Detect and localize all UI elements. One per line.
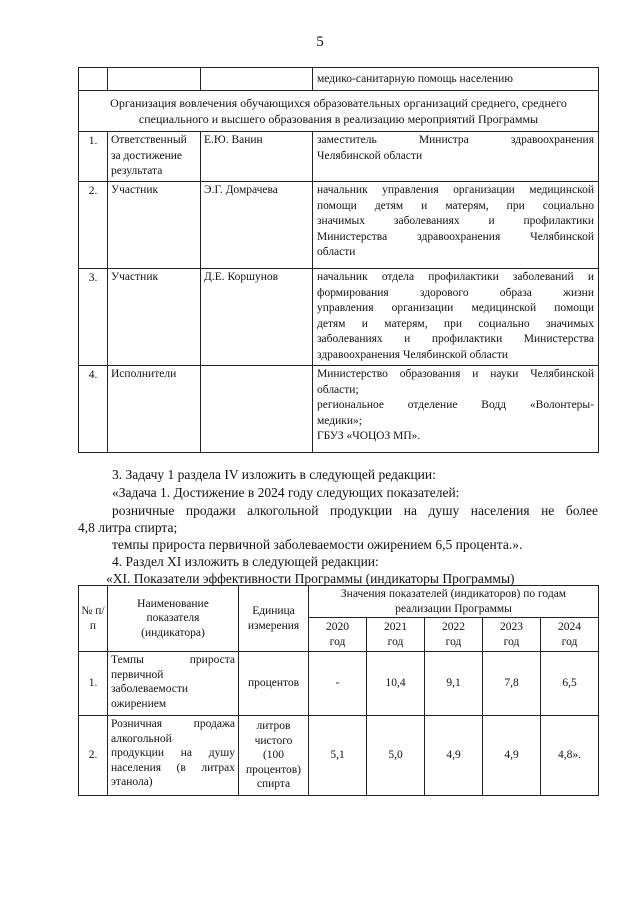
- row-number: 3.: [79, 269, 108, 366]
- paragraph-section-change: 4. Раздел XI изложить в следующей редакции:: [112, 554, 379, 569]
- table-row: [79, 182, 599, 269]
- row-value: 7,8: [483, 652, 541, 716]
- header-number: № п/п: [79, 586, 108, 652]
- row-value: 4,9: [483, 716, 541, 796]
- table-row: [79, 68, 599, 91]
- table-row: [79, 366, 599, 453]
- paragraph-indicator-alcohol: розничные продажи алкогольной продукции на душу населения не более: [112, 503, 598, 518]
- row-value: 10,4: [367, 652, 425, 716]
- header-year: 2021 год: [367, 618, 425, 652]
- row-value: 4,9: [425, 716, 483, 796]
- row-number: 1.: [79, 132, 108, 182]
- responsibility-table: [78, 67, 599, 453]
- header-year: 2022 год: [425, 618, 483, 652]
- row-value: 5,1: [309, 716, 367, 796]
- row-value: 9,1: [425, 652, 483, 716]
- row-indicator-name: Темпы прироста первичной заболеваемости ожирением: [108, 652, 239, 716]
- row-indicator-name: Розничная продажа алкогольной продукции на душу населения (в литрах этанола): [108, 716, 239, 796]
- row-role: Исполнители: [108, 366, 201, 453]
- row-person: Э.Г. Домрачева: [201, 182, 313, 269]
- row-number: 4.: [79, 366, 108, 453]
- header-year: 2023 год: [483, 618, 541, 652]
- paragraph-indicator-alcohol-end: 4,8 литра спирта;: [78, 520, 178, 535]
- row-person: Е.Ю. Ванин: [201, 132, 313, 182]
- row-role: Участник: [108, 182, 201, 269]
- row-unit: литров чистого (100 процентов) спирта: [239, 716, 309, 796]
- row-person: [201, 366, 313, 453]
- header-indicator-name: Наименование показателя (индикатора): [108, 586, 239, 652]
- header-year: 2020 год: [309, 618, 367, 652]
- row-description: начальник управления организации медицинской помощи детям и матерям, при социально значимых заболеваниях и профилактики Министерства здравоохранения Челябинской области: [313, 182, 599, 269]
- row-value: -: [309, 652, 367, 716]
- header-values: Значения показателей (индикаторов) по годам реализации Программы: [309, 586, 599, 618]
- table-row: [79, 652, 599, 716]
- paragraph-task-quote: «Задача 1. Достижение в 2024 году следующих показателей:: [112, 485, 460, 500]
- table-row: [79, 132, 599, 182]
- row-number: 2.: [79, 716, 108, 796]
- section-heading: Организация вовлечения обучающихся образовательных организаций среднего, среднего специального и высшего образования в реализацию мероприятий Программы: [79, 91, 599, 132]
- table-header-row: [79, 586, 599, 618]
- table-row: [79, 269, 599, 366]
- paragraph-indicator-obesity: темпы прироста первичной заболеваемости ожирением 6,5 процента.».: [112, 537, 523, 552]
- row-person: Д.Е. Коршунов: [201, 269, 313, 366]
- row-value: 4,8».: [541, 716, 599, 796]
- table-section-heading-row: [79, 91, 599, 132]
- row-description: заместитель Министра здравоохранения Челябинской области: [313, 132, 599, 182]
- row-role: Ответственный за достижение результата: [108, 132, 201, 182]
- row-role: Участник: [108, 269, 201, 366]
- row-number: 2.: [79, 182, 108, 269]
- page-number: 5: [316, 34, 324, 50]
- row-number: 1.: [79, 652, 108, 716]
- indicators-table: [78, 585, 599, 796]
- row-value: 5,0: [367, 716, 425, 796]
- section-title: «XI. Показатели эффективности Программы (индикаторы Программы): [106, 571, 515, 586]
- header-unit: Единица измерения: [239, 586, 309, 652]
- row-description: начальник отдела профилактики заболеваний и формирования здорового образа жизни управления организации медицинской помощи детям и матерям, при социально значимых заболеваниях и профилактики Министерства здравоохранения Челябинской области: [313, 269, 599, 366]
- row-description: Министерство образования и науки Челябинской области; региональное отделение Водд «Волонтеры- медики»; ГБУЗ «ЧОЦОЗ МП».: [313, 366, 599, 453]
- header-year: 2024 год: [541, 618, 599, 652]
- table-row: [79, 716, 599, 796]
- row-value: 6,5: [541, 652, 599, 716]
- cell-continued-text: медико-санитарную помощь населению: [313, 68, 599, 91]
- row-unit: процентов: [239, 652, 309, 716]
- paragraph-task-change: 3. Задачу 1 раздела IV изложить в следующей редакции:: [112, 467, 436, 482]
